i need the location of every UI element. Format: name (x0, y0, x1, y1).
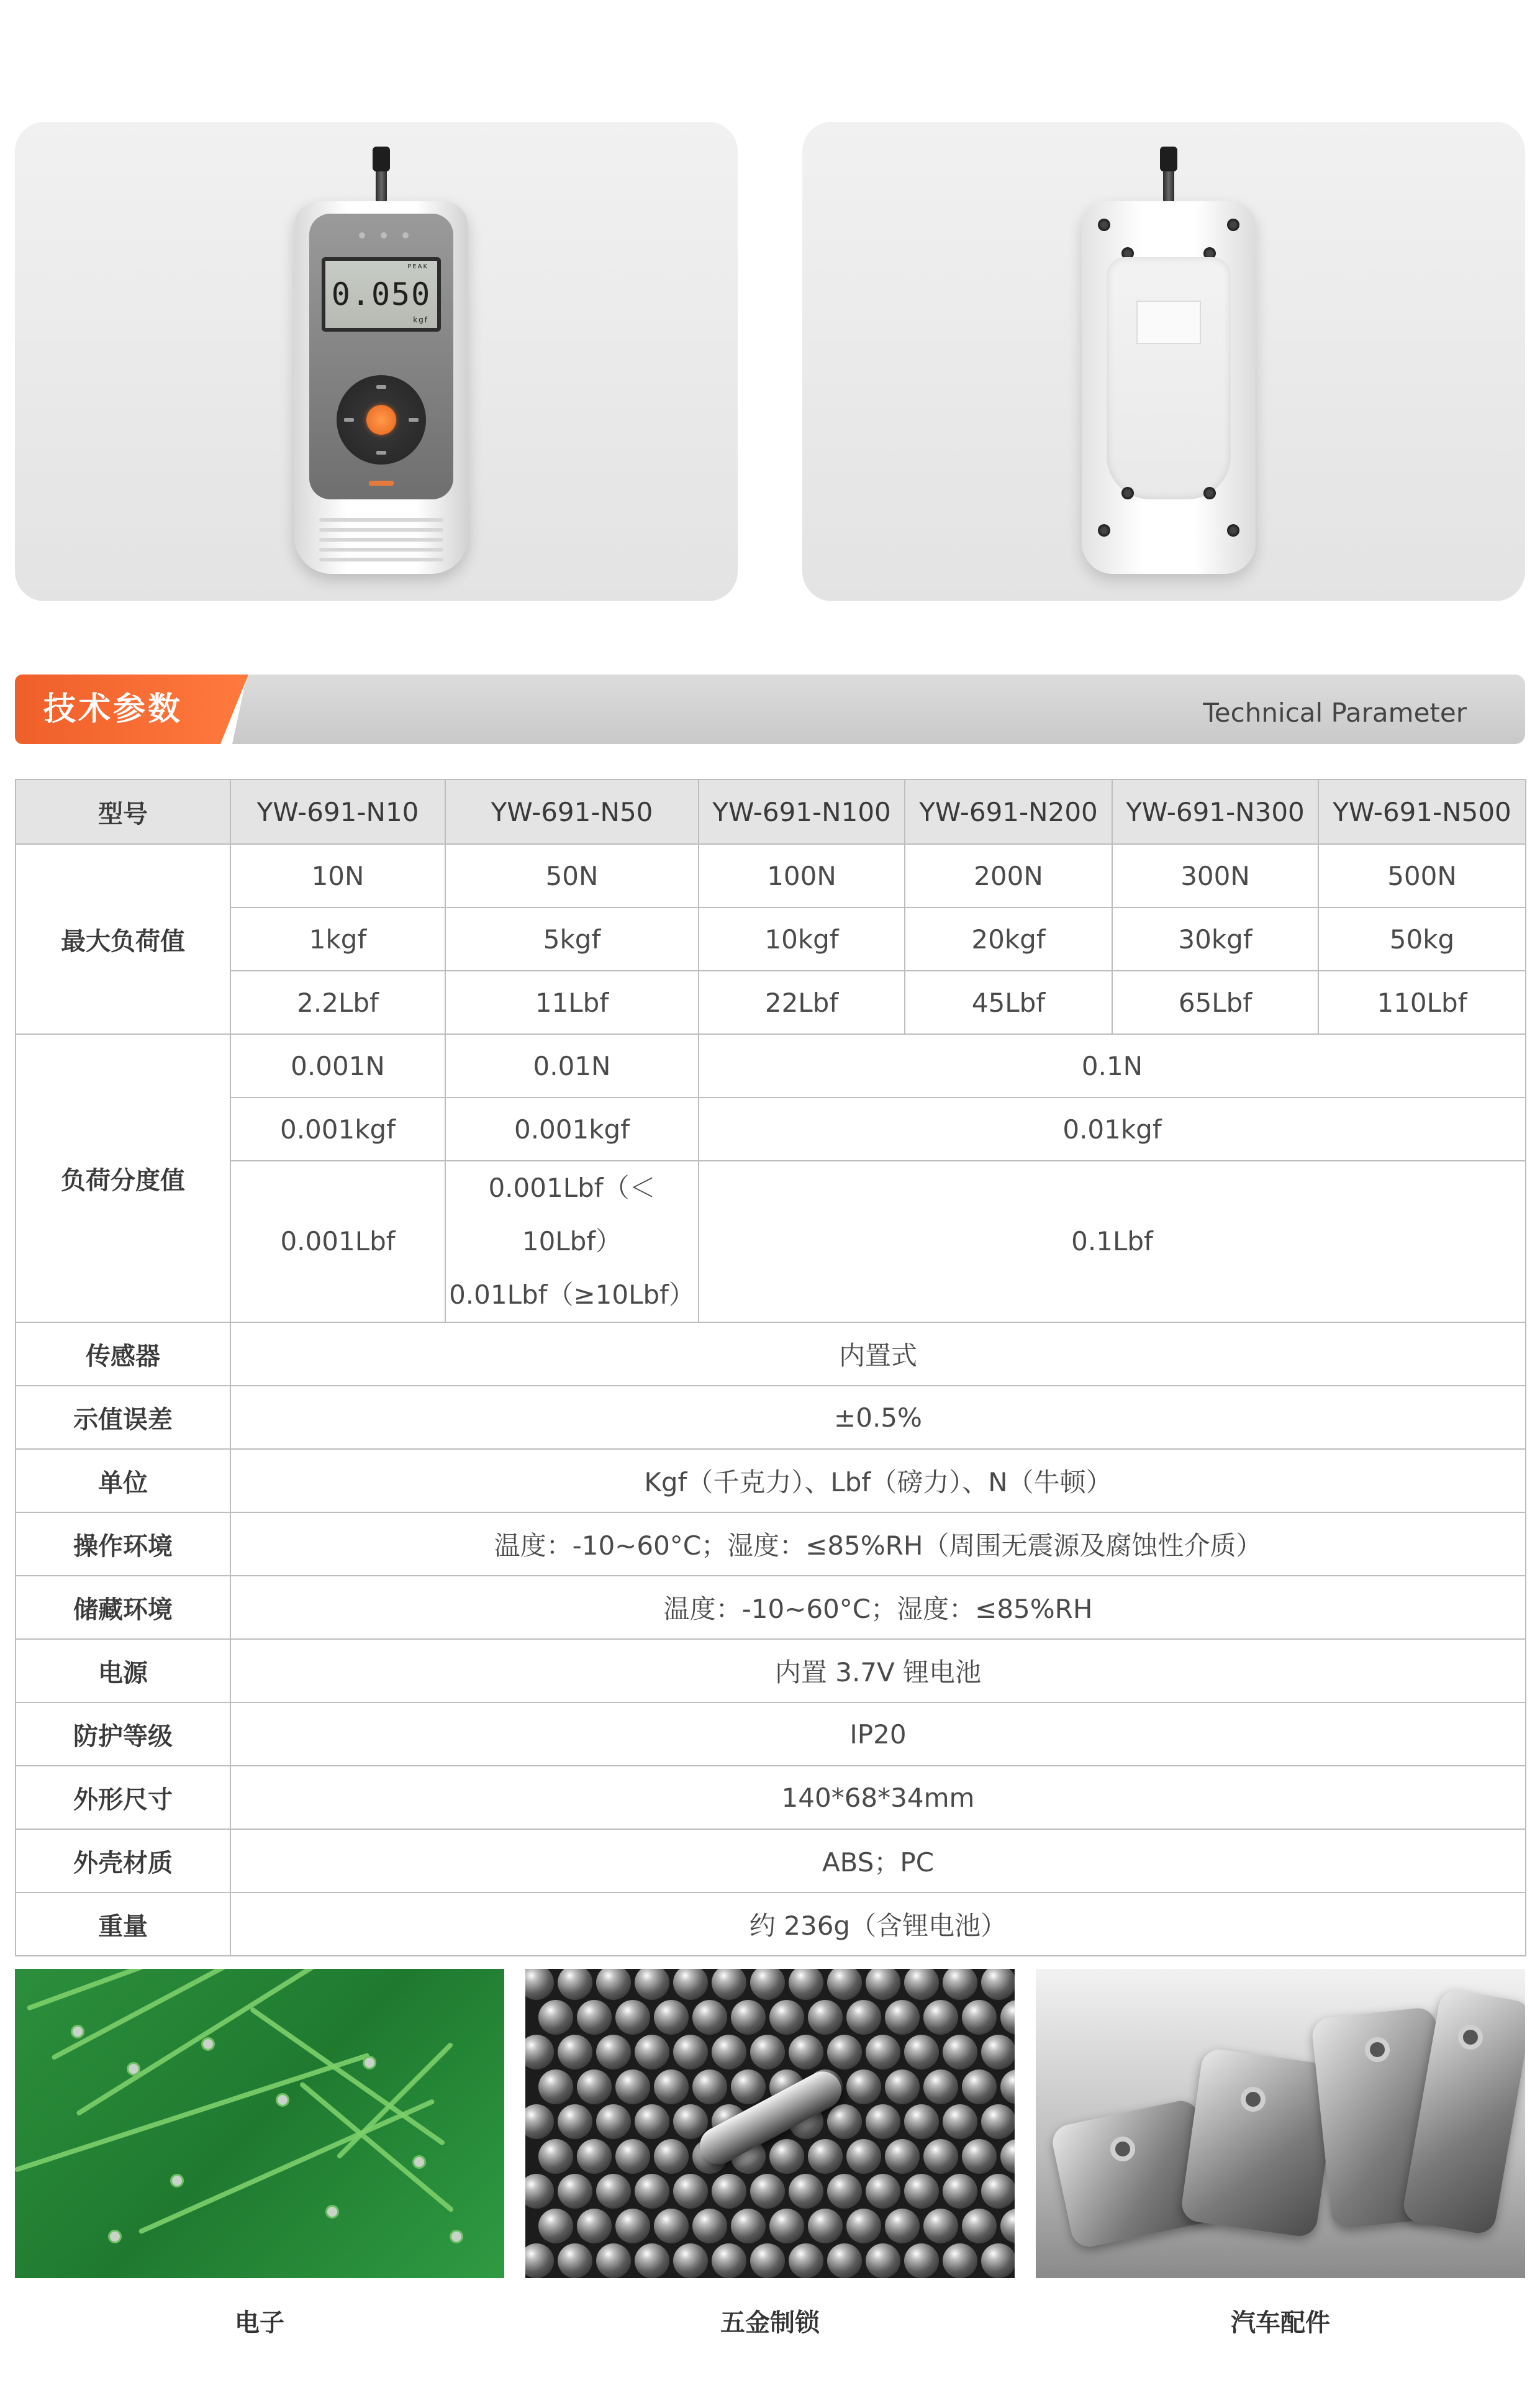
steel-ball (962, 2139, 997, 2174)
row-value: IP20 (230, 1702, 1526, 1766)
row-label: 重量 (16, 1892, 230, 1956)
table-cell: 300N (1112, 844, 1318, 907)
steel-ball (615, 2209, 650, 2243)
steel-ball (558, 2035, 592, 2069)
steel-ball (943, 2104, 977, 2139)
steel-ball (923, 2209, 958, 2243)
table-row (16, 1702, 1526, 1766)
steel-ball (577, 2069, 612, 2104)
spec-table (15, 779, 1526, 1956)
steel-ball (981, 2174, 1015, 2209)
table-row (16, 1576, 1526, 1639)
table-cell-multiline (445, 1161, 699, 1322)
steel-ball (923, 2000, 958, 2035)
steel-ball (962, 2209, 997, 2243)
steel-ball (846, 2000, 881, 2035)
table-row (16, 1034, 1526, 1097)
steel-ball (827, 2174, 862, 2209)
force-gauge-front (294, 147, 468, 581)
steel-ball (525, 2104, 554, 2139)
row-value: 内置式 (230, 1322, 1526, 1386)
model-cell: YW-691-N50 (445, 779, 699, 844)
table-cell: 0.01kgf (699, 1097, 1526, 1161)
steel-ball (943, 2035, 977, 2069)
row-value: ABS；PC (230, 1829, 1526, 1892)
steel-ball (769, 2139, 804, 2174)
steel-ball (577, 2209, 612, 2243)
steel-ball (769, 2209, 804, 2243)
table-cell: 30kgf (1112, 907, 1318, 971)
row-label: 外壳材质 (16, 1829, 230, 1892)
table-cell: 10kgf (699, 907, 905, 971)
steel-ball (673, 2174, 708, 2209)
steel-ball (558, 2104, 592, 2139)
steel-ball (885, 2069, 920, 2104)
section-title: 技术参数 (43, 691, 183, 728)
lcd-reading: 0.050 (331, 276, 432, 312)
steel-ball (866, 2243, 900, 2278)
table-row (16, 1829, 1526, 1892)
table-row (16, 1892, 1526, 1956)
model-cell: YW-691-N100 (699, 779, 905, 844)
row-label: 单位 (16, 1449, 230, 1512)
row-label: 示值误差 (16, 1386, 230, 1449)
steel-ball (808, 2000, 843, 2035)
table-cell: 500N (1318, 844, 1526, 907)
gauge-back-body (1082, 201, 1256, 574)
row-value: 内置 3.7V 锂电池 (230, 1639, 1526, 1702)
table-row (16, 1161, 1526, 1322)
section-header (15, 675, 1525, 744)
table-row (16, 907, 1526, 971)
model-label: 型号 (16, 779, 230, 844)
table-row (16, 1766, 1526, 1829)
steel-ball (596, 2174, 631, 2209)
steel-ball (525, 2243, 554, 2278)
steel-ball (789, 2174, 823, 2209)
steel-ball (635, 2035, 669, 2069)
steel-balls-photo (525, 1969, 1015, 2278)
steel-ball (1000, 2000, 1015, 2035)
steel-ball (750, 2174, 785, 2209)
table-cell: 50N (445, 844, 699, 907)
steel-ball (789, 1969, 823, 2000)
table-cell: 110Lbf (1318, 971, 1526, 1034)
model-cell: YW-691-N200 (905, 779, 1112, 844)
steel-ball (885, 2000, 920, 2035)
table-cell: 0.001kgf (230, 1097, 445, 1161)
lcd-display (322, 257, 441, 332)
table-row (16, 1639, 1526, 1702)
force-gauge-back (1082, 147, 1256, 581)
product-photo-back (802, 122, 1525, 601)
steel-ball (692, 2069, 727, 2104)
steel-ball (866, 2035, 900, 2069)
pcb-pad (127, 2062, 140, 2076)
steel-ball (808, 2139, 843, 2174)
steel-ball (750, 1969, 785, 2000)
back-panel (1107, 257, 1231, 499)
steel-ball (827, 2104, 862, 2139)
table-cell: 20kgf (905, 907, 1112, 971)
model-cell: YW-691-N300 (1112, 779, 1318, 844)
steel-ball (827, 2035, 862, 2069)
steel-ball (1000, 2069, 1015, 2104)
steel-ball (538, 2209, 573, 2243)
application-caption: 汽车配件 (1231, 2309, 1330, 2337)
row-label: 电源 (16, 1639, 230, 1702)
steel-ball (635, 2104, 669, 2139)
steel-ball (525, 2174, 554, 2209)
steel-ball (827, 1969, 862, 2000)
row-value: Kgf（千克力）、Lbf（磅力）、N（牛顿） (230, 1449, 1526, 1512)
cell-line: 0.001Lbf（＜10Lbf） (488, 1173, 656, 1256)
table-cell: 1kgf (230, 907, 445, 971)
steel-ball (596, 2035, 631, 2069)
table-row (16, 1449, 1526, 1512)
table-row (16, 971, 1526, 1034)
steel-ball (731, 2209, 766, 2243)
steel-ball (654, 2069, 689, 2104)
steel-ball (866, 1969, 900, 2000)
steel-ball (538, 2069, 573, 2104)
pcb-trace (27, 1969, 215, 2011)
gauge-body (294, 201, 468, 574)
row-label: 外形尺寸 (16, 1766, 230, 1829)
steel-ball (981, 2243, 1015, 2278)
steel-ball (558, 2243, 592, 2278)
steel-ball (673, 2243, 708, 2278)
row-label: 操作环境 (16, 1512, 230, 1576)
table-cell: 0.001kgf (445, 1097, 699, 1161)
table-cell: 5kgf (445, 907, 699, 971)
pcb-pad (363, 2056, 376, 2069)
steel-ball (846, 2069, 881, 2104)
steel-ball (808, 2209, 843, 2243)
steel-ball (654, 2000, 689, 2035)
steel-ball (923, 2139, 958, 2174)
steel-ball (712, 2035, 746, 2069)
sensor-tip (373, 147, 390, 171)
pcb-pad (325, 2205, 339, 2219)
steel-ball (981, 2035, 1015, 2069)
application-electronics (15, 1969, 504, 2338)
application-caption: 电子 (235, 2309, 284, 2337)
lcd-unit: kgf (413, 316, 428, 324)
steel-ball (731, 2000, 766, 2035)
pcb-pad (108, 2230, 122, 2243)
table-row (16, 1512, 1526, 1576)
steel-ball (673, 2104, 708, 2139)
steel-ball (558, 2174, 592, 2209)
steel-ball (904, 1969, 939, 2000)
steel-ball (615, 2139, 650, 2174)
indicator-leds (359, 232, 409, 238)
steel-ball (962, 2069, 997, 2104)
steel-ball (558, 1969, 592, 2000)
table-cell: 10N (230, 844, 445, 907)
steel-ball (596, 2104, 631, 2139)
steel-ball (866, 2104, 900, 2139)
power-key (366, 405, 396, 435)
row-value: 140*68*34mm (230, 1766, 1526, 1829)
steel-ball (789, 2243, 823, 2278)
row-value: 温度：-10~60°C；湿度：≤85%RH（周围无震源及腐蚀性介质） (230, 1512, 1526, 1576)
steel-ball (712, 1969, 746, 2000)
steel-ball (615, 2069, 650, 2104)
table-cell: 0.001Lbf (230, 1161, 445, 1322)
pcb-photo (15, 1969, 504, 2278)
row-value: 温度：-10~60°C；湿度：≤85%RH (230, 1576, 1526, 1639)
table-row (16, 1322, 1526, 1386)
steel-ball (885, 2139, 920, 2174)
table-cell: 45Lbf (905, 971, 1112, 1034)
table-cell: 22Lbf (699, 971, 905, 1034)
table-header-row (16, 779, 1526, 844)
brand-mark (369, 481, 394, 486)
table-cell: 0.1Lbf (699, 1161, 1526, 1322)
steel-ball (789, 2035, 823, 2069)
row-label: 传感器 (16, 1322, 230, 1386)
sensor-tip (1160, 147, 1177, 171)
steel-ball (673, 1969, 708, 2000)
model-cell: YW-691-N10 (230, 779, 445, 844)
steel-ball (885, 2209, 920, 2243)
table-cell: 200N (905, 844, 1112, 907)
pcb-pad (276, 2093, 289, 2107)
table-row (16, 1097, 1526, 1161)
table-cell: 0.01N (445, 1034, 699, 1097)
table-cell: 11Lbf (445, 971, 699, 1034)
product-photo-front (15, 122, 738, 601)
application-auto-parts (1036, 1969, 1525, 2338)
steel-ball (981, 2104, 1015, 2139)
steel-ball (846, 2209, 881, 2243)
steel-ball (731, 2069, 766, 2104)
steel-ball (904, 2174, 939, 2209)
steel-ball (1000, 2139, 1015, 2174)
steel-ball (981, 1969, 1015, 2000)
lcd-peak-label: PEAK (407, 263, 428, 270)
steel-ball (635, 2174, 669, 2209)
steel-ball (673, 2035, 708, 2069)
pcb-pad (201, 2037, 215, 2051)
row-value: ±0.5% (230, 1386, 1526, 1449)
steel-ball (750, 2243, 785, 2278)
steel-ball (712, 2174, 746, 2209)
pcb-pad (71, 2025, 84, 2038)
steel-ball (596, 1969, 631, 2000)
steel-ball (923, 2069, 958, 2104)
steel-ball (904, 2035, 939, 2069)
table-row (16, 844, 1526, 907)
row-value: 约 236g（含锂电池） (230, 1892, 1526, 1956)
steel-ball (635, 2243, 669, 2278)
steel-ball (1000, 2209, 1015, 2243)
grip-vents (319, 518, 443, 568)
steel-ball (525, 2035, 554, 2069)
steel-ball (577, 2139, 612, 2174)
steel-ball (654, 2209, 689, 2243)
steel-ball (692, 2000, 727, 2035)
table-cell: 50kg (1318, 907, 1526, 971)
table-cell: 65Lbf (1112, 971, 1318, 1034)
steel-ball (525, 1969, 554, 2000)
steel-ball (692, 2209, 727, 2243)
steel-ball (712, 2243, 746, 2278)
application-hardware (525, 1969, 1015, 2338)
steel-ball (596, 2243, 631, 2278)
resolution-label: 负荷分度值 (16, 1034, 230, 1322)
row-label: 防护等级 (16, 1702, 230, 1766)
pcb-pad (450, 2230, 463, 2243)
steel-ball (750, 2035, 785, 2069)
steel-ball (635, 1969, 669, 2000)
steel-ball (866, 2174, 900, 2209)
back-label-area (1136, 301, 1201, 344)
table-cell: 100N (699, 844, 905, 907)
steel-ball (538, 2000, 573, 2035)
steel-ball (769, 2000, 804, 2035)
pcb-pad (170, 2174, 184, 2187)
row-label: 储藏环境 (16, 1576, 230, 1639)
pcb-trace (51, 1969, 284, 2061)
steel-ball (962, 2000, 997, 2035)
application-caption: 五金制锁 (720, 2309, 820, 2337)
section-subtitle: Technical Parameter (1203, 697, 1467, 728)
table-cell: 0.001N (230, 1034, 445, 1097)
pcb-trace (138, 2099, 435, 2235)
steel-ball (943, 1969, 977, 2000)
steel-ball (827, 2243, 862, 2278)
auto-parts-photo (1036, 1969, 1525, 2278)
table-cell: 0.1N (699, 1034, 1526, 1097)
steel-ball (943, 2174, 977, 2209)
model-cell: YW-691-N500 (1318, 779, 1526, 844)
steel-ball (538, 2139, 573, 2174)
gauge-face (309, 214, 453, 499)
steel-ball (904, 2243, 939, 2278)
steel-ball (615, 2000, 650, 2035)
steel-ball (654, 2139, 689, 2174)
pcb-pad (412, 2155, 426, 2169)
steel-ball (577, 2000, 612, 2035)
cell-line: 0.01Lbf（≥10Lbf） (449, 1279, 695, 1310)
steel-ball (943, 2243, 977, 2278)
steel-ball (846, 2139, 881, 2174)
steel-ball (904, 2104, 939, 2139)
keypad (337, 375, 426, 465)
table-row (16, 1386, 1526, 1449)
max-load-label: 最大负荷值 (16, 844, 230, 1034)
table-cell: 2.2Lbf (230, 971, 445, 1034)
